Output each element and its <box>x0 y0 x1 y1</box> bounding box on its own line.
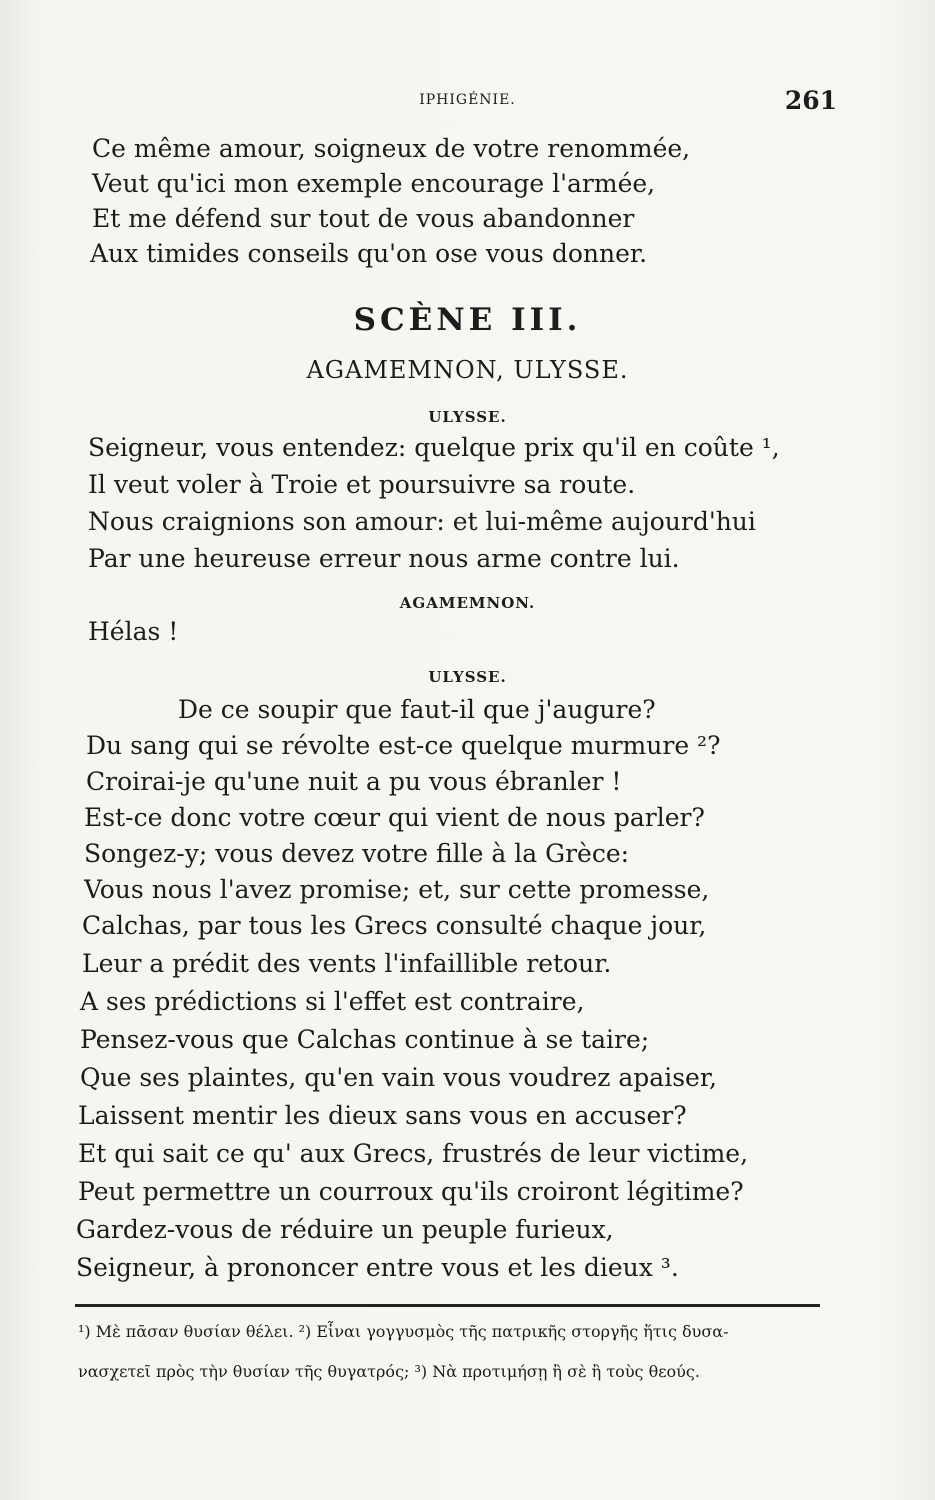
verse-line: Gardez-vous de réduire un peuple furieux, <box>76 1215 614 1244</box>
scene-title: SCÈNE III. <box>353 302 582 338</box>
verse-line: De ce soupir que faut-il que j'augure? <box>178 695 656 724</box>
footnote-line: ¹) Μὲ πᾶσαν θυσίαν θέλει. ²) Εἶναι γογγυσμὸς τῆς πατρικῆς στοργῆς ἥτις δυσα- <box>78 1322 729 1341</box>
scene-characters: AGAMEMNON, ULYSSE. <box>306 356 629 384</box>
running-title: IPHIGÉNIE. <box>419 92 516 108</box>
speaker-ulysse: ULYSSE. <box>428 408 507 426</box>
verse-line: Et me défend sur tout de vous abandonner <box>92 204 635 233</box>
verse-line: Aux timides conseils qu'on ose vous donner. <box>90 239 648 268</box>
speaker-ulysse: ULYSSE. <box>428 668 507 686</box>
verse-line: Il veut voler à Troie et poursuivre sa route. <box>88 470 636 499</box>
verse-line: Peut permettre un courroux qu'ils croiront légitime? <box>78 1177 744 1206</box>
verse-line: Seigneur, à prononcer entre vous et les dieux ³. <box>76 1253 679 1282</box>
verse-line: Nous craignions son amour: et lui-même aujourd'hui <box>88 507 756 536</box>
page-number: 261 <box>784 86 837 115</box>
verse-line: Hélas ! <box>88 617 179 646</box>
verse-line: Est-ce donc votre cœur qui vient de nous parler? <box>84 803 705 832</box>
verse-line: Pensez-vous que Calchas continue à se taire; <box>80 1025 650 1054</box>
verse-line: Laissent mentir les dieux sans vous en accuser? <box>78 1101 687 1130</box>
verse-line: Ce même amour, soigneux de votre renommée, <box>92 134 691 163</box>
footnote-rule <box>75 1304 820 1307</box>
verse-line: Seigneur, vous entendez: quelque prix qu'il en coûte ¹, <box>88 433 780 462</box>
verse-line: Que ses plaintes, qu'en vain vous voudrez apaiser, <box>80 1063 717 1092</box>
verse-line: Croirai-je qu'une nuit a pu vous ébranler ! <box>86 767 622 796</box>
verse-line: Vous nous l'avez promise; et, sur cette promesse, <box>84 875 710 904</box>
verse-line: Songez-y; vous devez votre fille à la Grèce: <box>84 839 630 868</box>
speaker-agamemnon: AGAMEMNON. <box>399 594 536 612</box>
verse-line: Calchas, par tous les Grecs consulté chaque jour, <box>82 911 707 940</box>
footnote-line: νασχετεῖ πρὸς τὴν θυσίαν τῆς θυγατρός; ³) Νὰ προτιμήσῃ ἢ σὲ ἢ τοὺς θεούς. <box>78 1362 700 1381</box>
verse-line: Par une heureuse erreur nous arme contre lui. <box>88 544 680 573</box>
verse-line: Veut qu'ici mon exemple encourage l'armée, <box>92 169 656 198</box>
verse-line: Du sang qui se révolte est-ce quelque murmure ²? <box>86 731 721 760</box>
verse-line: A ses prédictions si l'effet est contraire, <box>80 987 585 1016</box>
verse-line: Et qui sait ce qu' aux Grecs, frustrés de leur victime, <box>78 1139 749 1168</box>
verse-line: Leur a prédit des vents l'infaillible retour. <box>82 949 612 978</box>
